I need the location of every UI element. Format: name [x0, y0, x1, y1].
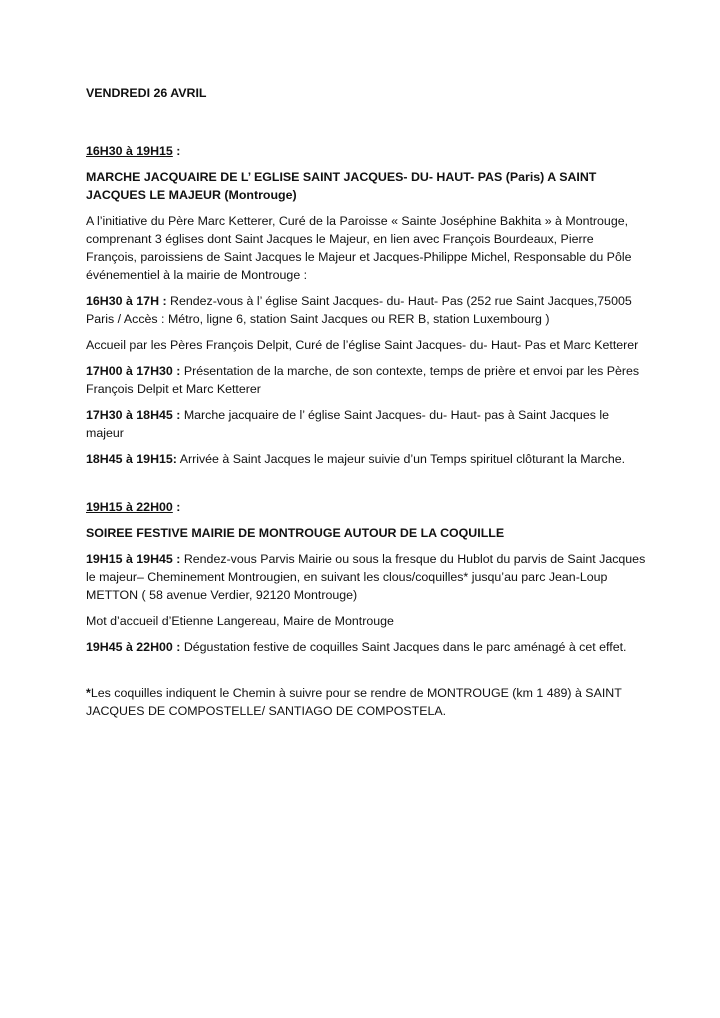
- section-spacer: [86, 476, 646, 498]
- item-text: Accueil par les Pères François Delpit, Curé de l’église Saint Jacques- du- Haut- Pas et Marc Ketterer: [86, 338, 639, 352]
- date-heading: VENDREDI 26 AVRIL: [86, 86, 207, 100]
- section2-time-range: 19H15 à 22H00: [86, 500, 173, 514]
- item-time: 17H30 à 18H45 :: [86, 408, 181, 422]
- section1-title: MARCHE JACQUAIRE DE L’ EGLISE SAINT JACQUES- DU- HAUT- PAS (Paris) A SAINT JACQUES LE MAJEUR (Montrouge): [86, 170, 597, 202]
- section1-item: [86, 450, 646, 468]
- section1-item: [86, 336, 646, 354]
- item-text: Rendez-vous Parvis Mairie ou sous la fresque du Hublot du parvis de Saint Jacques le majeur– Cheminement Montrougien, en suivant les clous/coquilles* jusqu’au parc Jean-Loup METTON ( 58 avenue Verdier, 92120 Montrouge): [86, 552, 646, 602]
- section2-item: [86, 612, 646, 630]
- section2-time-heading: 19H15 à 22H00 :: [86, 500, 181, 514]
- section2-title: SOIREE FESTIVE MAIRIE DE MONTROUGE AUTOUR DE LA COQUILLE: [86, 526, 505, 540]
- footnote-text: Les coquilles indiquent le Chemin à suivre pour se rendre de MONTROUGE (km 1 489) à SAINT JACQUES DE COMPOSTELLE/ SANTIAGO DE COMPOSTELA.: [86, 686, 622, 718]
- item-text: Rendez-vous à l’ église Saint Jacques- du- Haut- Pas (252 rue Saint Jacques,75005 Paris / Accès : Métro, ligne 6, station Saint Jacques ou RER B, station Luxembourg ): [86, 294, 632, 326]
- section1-time-heading: 16H30 à 19H15 :: [86, 144, 181, 158]
- item-time: 16H30 à 17H :: [86, 294, 167, 308]
- section2-item: [86, 638, 646, 656]
- section1-intro: A l’initiative du Père Marc Ketterer, Curé de la Paroisse « Sainte Joséphine Bakhita » à Montrouge, comprenant 3 églises dont Saint Jacques le Majeur, en lien avec François Bourdeaux, Pierre François, paroissiens de Saint Jacques le Majeur et Jacques-Philippe Michel, Responsable du Pôle événementiel à la mairie de Montrouge :: [86, 214, 632, 282]
- document-body: [86, 84, 646, 720]
- item-time: 19H15 à 19H45 :: [86, 552, 181, 566]
- section2-item: [86, 550, 646, 604]
- item-text: Mot d’accueil d’Etienne Langereau, Maire de Montrouge: [86, 614, 394, 628]
- footnote: [86, 684, 646, 720]
- item-time: 17H00 à 17H30 :: [86, 364, 181, 378]
- item-text: Présentation de la marche, de son contexte, temps de prière et envoi par les Pères François Delpit et Marc Ketterer: [86, 364, 640, 396]
- section1-item: [86, 406, 646, 442]
- item-text: Dégustation festive de coquilles Saint Jacques dans le parc aménagé à cet effet.: [180, 640, 627, 654]
- footnote-marker: *: [86, 686, 91, 700]
- item-text: Arrivée à Saint Jacques le majeur suivie d’un Temps spirituel clôturant la Marche.: [176, 452, 626, 466]
- section1-item: [86, 292, 646, 328]
- item-time: 18H45 à 19H15:: [86, 452, 177, 466]
- item-time: 19H45 à 22H00 :: [86, 640, 181, 654]
- section1-item: [86, 362, 646, 398]
- item-text: Marche jacquaire de l’ église Saint Jacques- du- Haut- pas à Saint Jacques le majeur: [86, 408, 610, 440]
- section1-time-range: 16H30 à 19H15: [86, 144, 173, 158]
